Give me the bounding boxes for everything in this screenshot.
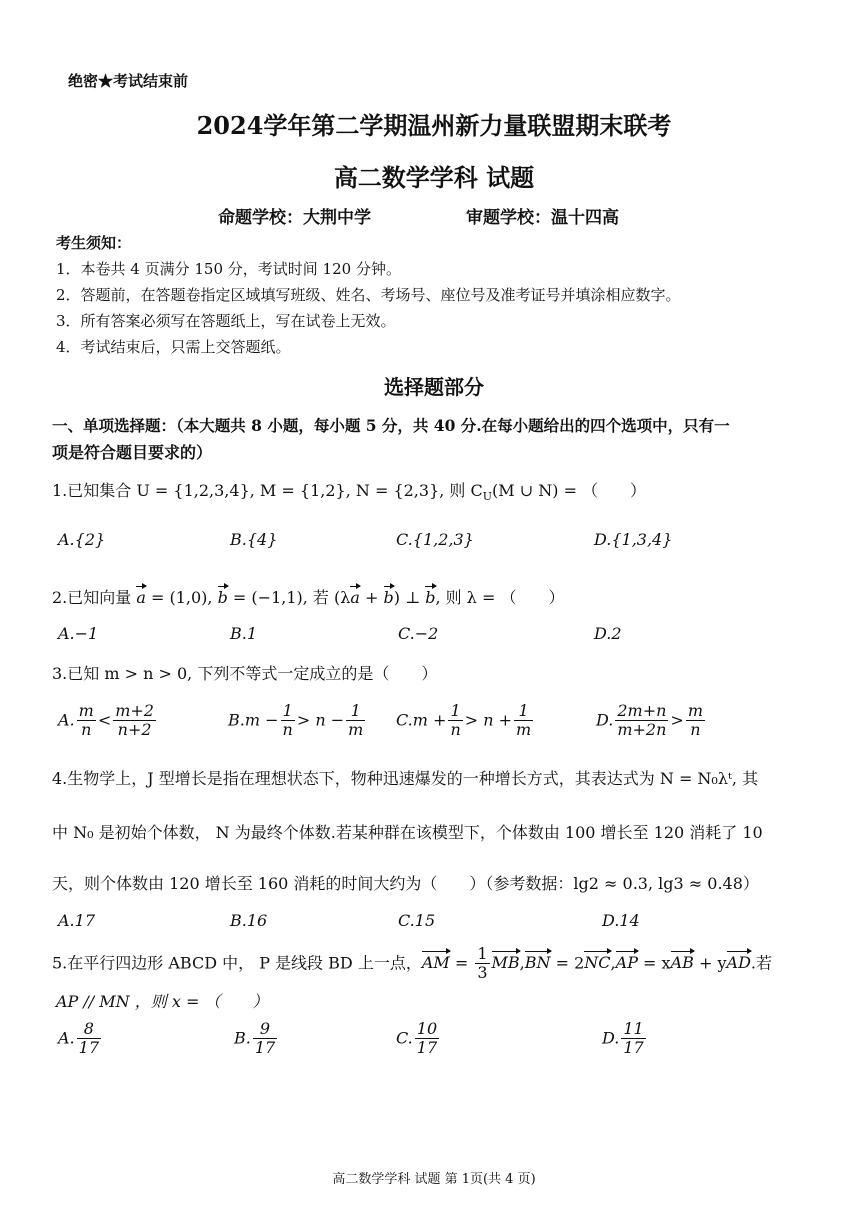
denominator: n — [282, 720, 293, 740]
numerator: 11 — [623, 1019, 644, 1038]
q1-sub: U — [482, 490, 493, 504]
q1-option-a: A.{2} — [58, 530, 106, 549]
vector-a: a — [136, 588, 146, 607]
notice-item: 1．本卷共 4 页满分 150 分，考试时间 120 分钟。 — [56, 260, 401, 278]
secret-label: 绝密★考试结束前 — [68, 72, 189, 90]
q5-text: = 2 — [550, 953, 585, 973]
denominator: m+2n — [617, 720, 667, 740]
expr: m + — [412, 710, 447, 730]
q2-text: + — [359, 588, 384, 607]
numerator: 1 — [281, 702, 295, 721]
q2-text: 2.已知向量 — [52, 588, 137, 607]
question-2-stem — [52, 585, 564, 608]
vector-b: b — [383, 588, 394, 607]
q5-option-c — [396, 1020, 441, 1058]
vector-b: b — [425, 588, 436, 607]
numerator: 1 — [514, 702, 533, 721]
q5-line-2: AP // MN ，则 x = （ ） — [56, 992, 269, 1011]
q1-option-b: B.{4} — [230, 530, 278, 549]
q2-option-d: D.2 — [594, 624, 622, 643]
q4-option-c: C.15 — [398, 911, 436, 930]
option-label: D. — [602, 1028, 620, 1048]
vector-BN: BN — [524, 953, 551, 973]
question-1-stem — [52, 478, 646, 503]
exam-subtitle: 高二数学学科 试题 — [333, 163, 535, 192]
denominator: n — [450, 720, 461, 740]
q2-text: , 则 λ = （ ） — [435, 588, 565, 607]
part1-instruction-line2: 项是符合题目要求的） — [52, 443, 213, 462]
numerator: m — [78, 701, 94, 720]
numerator: 10 — [416, 1019, 438, 1038]
q4-line-1: 4.生物学上，J 型增长是指在理想状态下，物种迅速爆发的一种增长方式，其表达式为 N = N₀λᵗ, 其 — [52, 769, 759, 788]
q1-option-d: D.{1,3,4} — [594, 530, 673, 549]
vector-MB: MB — [491, 953, 520, 973]
q4-line-3: 天，则个体数由 120 增长至 160 消耗的时间大约为（ ）（参考数据：lg2 ≈ 0.3, lg3 ≈ 0.48） — [52, 874, 759, 893]
option-label: B. — [234, 1028, 251, 1048]
q3-option-a — [58, 702, 158, 740]
option-label: C. — [396, 1028, 413, 1048]
denominator: n — [690, 720, 701, 740]
option-label: A. — [58, 1028, 75, 1048]
q3-option-d — [596, 702, 707, 740]
q5-option-b — [234, 1020, 279, 1058]
denominator: m — [348, 720, 364, 740]
option-label: B. — [228, 710, 245, 730]
numerator: 1 — [448, 702, 462, 721]
expr: m − — [244, 710, 279, 730]
exam-title: 2024学年第二学期温州新力量联盟期末联考 — [196, 111, 672, 140]
q3-option-c — [396, 702, 535, 740]
denominator: n — [81, 720, 92, 740]
q5-text: , — [519, 953, 525, 973]
vector-AM: AM — [421, 953, 450, 973]
denominator: n+2 — [117, 720, 152, 740]
q5-option-a — [58, 1020, 103, 1058]
q5-option-d — [602, 1020, 648, 1058]
section-title: 选择题部分 — [384, 375, 484, 399]
question-5-stem — [52, 945, 772, 983]
notice-heading: 考生须知： — [56, 234, 132, 252]
part1-instruction-line1: 一、单项选择题：（本大题共 8 小题，每小题 5 分，共 40 分.在每小题给出的四个选项中，只有一 — [52, 416, 730, 435]
q5-text: 5.在平行四边形 ABCD 中， P 是线段 BD 上一点， — [52, 953, 422, 973]
q5-text: = — [449, 953, 474, 973]
vector-AD: AD — [726, 953, 751, 973]
numerator: 1 — [477, 944, 488, 963]
expr: > n − — [296, 710, 345, 730]
operator: > — [670, 710, 684, 730]
q5-text: = x — [637, 953, 671, 973]
operator: < — [97, 710, 112, 730]
option-label: D. — [596, 710, 614, 730]
denominator: 3 — [477, 963, 488, 983]
numerator: 9 — [253, 1020, 277, 1039]
reviewer-school: 审题学校：温十四高 — [466, 208, 619, 228]
page-footer: 高二数学学科 试题 第 1页(共 4 页) — [332, 1172, 536, 1187]
q2-option-c: C.−2 — [398, 624, 439, 643]
q4-option-d: D.14 — [602, 911, 640, 930]
q3-option-b — [228, 702, 367, 740]
notice-item: 2．答题前，在答题卷指定区域填写班级、姓名、考场号、座位号及准考证号并填涂相应数字。 — [56, 286, 681, 304]
vector-a: a — [350, 588, 360, 607]
denominator: m — [516, 720, 532, 740]
option-label: C. — [396, 710, 413, 730]
q1-stem-text: 1.已知集合 U = {1,2,3,4}, M = {1,2}, N = {2,3}, 则 C — [52, 481, 483, 500]
q2-text: = (1,0), — [145, 588, 218, 607]
vector-AB: AB — [670, 953, 694, 973]
denominator: 17 — [623, 1038, 644, 1058]
numerator: m — [687, 701, 703, 720]
q4-option-a: A.17 — [58, 911, 95, 930]
denominator: 17 — [254, 1038, 276, 1058]
numerator: 8 — [77, 1020, 101, 1039]
q1-stem-end: (M ∪ N) = （ ） — [492, 481, 647, 500]
q5-text: .若 — [750, 953, 772, 973]
numerator: m+2 — [115, 701, 154, 720]
notice-item: 3．所有答案必须写在答题纸上，写在试卷上无效。 — [56, 312, 396, 330]
vector-b: b — [217, 588, 228, 607]
question-3-stem: 3.已知 m > n > 0, 下列不等式一定成立的是（ ） — [52, 664, 438, 683]
option-label: A. — [58, 710, 75, 730]
expr: > n + — [464, 710, 513, 730]
vector-AP: AP — [615, 953, 638, 973]
numerator: 2m+n — [617, 701, 667, 720]
numerator: 1 — [346, 702, 365, 721]
denominator: 17 — [78, 1038, 99, 1058]
proposer-school: 命题学校：大荆中学 — [218, 208, 371, 228]
denominator: 17 — [416, 1038, 438, 1058]
q4-option-b: B.16 — [230, 911, 268, 930]
q5-text: + y — [693, 953, 727, 973]
q2-option-b: B.1 — [230, 624, 258, 643]
q4-line-2: 中 N₀ 是初始个体数， N 为最终个体数.若某种群在该模型下，个体数由 100 增长至 120 消耗了 10 — [52, 823, 763, 842]
q5-text: , — [610, 953, 616, 973]
q1-option-c: C.{1,2,3} — [396, 530, 474, 549]
q2-option-a: A.−1 — [58, 624, 99, 643]
q2-text: = (−1,1), 若 (λ — [227, 588, 351, 607]
notice-item: 4．考试结束后，只需上交答题纸。 — [56, 338, 291, 356]
vector-NC: NC — [584, 953, 611, 973]
q2-text: ) ⊥ — [393, 588, 426, 607]
